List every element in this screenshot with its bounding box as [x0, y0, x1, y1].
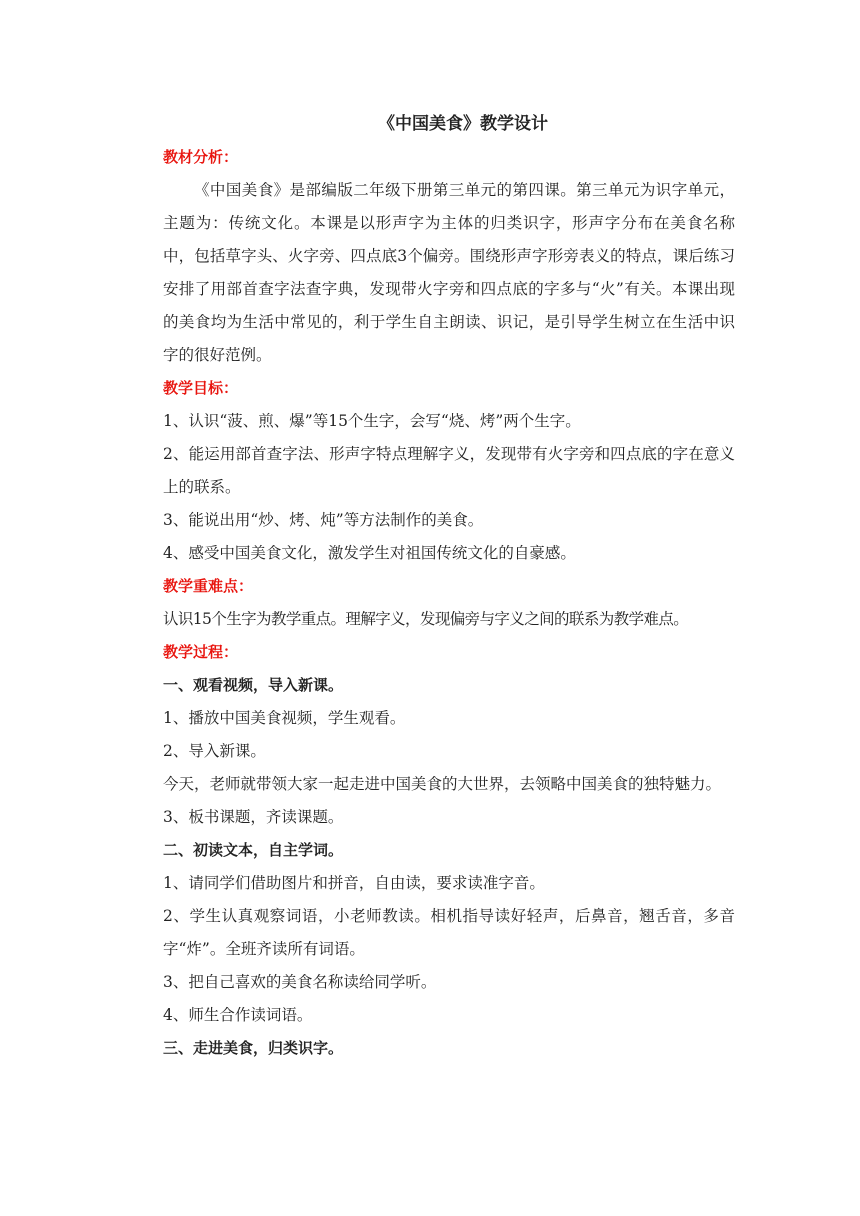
analysis-heading: 教材分析： — [163, 148, 239, 166]
key-points-heading: 教学重难点： — [163, 577, 254, 595]
document-body — [163, 108, 735, 1065]
step-1-item-3: 今天，老师就带领大家一起走进中国美食的大世界，去领略中国美食的独特魅力。 — [163, 775, 722, 793]
step-1-item-1: 1、播放中国美食视频，学生观看。 — [163, 709, 406, 727]
step-3-title: 三、走进美食，归类识字。 — [163, 1039, 344, 1057]
step-2-item-1: 1、请同学们借助图片和拼音，自由读，要求读准字音。 — [163, 874, 545, 892]
process-heading: 教学过程： — [163, 643, 239, 661]
goal-item-2: 2、能运用部首查字法、形声字特点理解字义，发现带有火字旁和四点底的字在意义上的联系。 — [163, 445, 735, 496]
step-2-item-2: 2、学生认真观察词语，小老师教读。相机指导读好轻声，后鼻音，翘舌音，多音字“炸”。全班齐读所有词语。 — [163, 907, 735, 958]
goal-item-3: 3、能说出用“炒、烤、炖”等方法制作的美食。 — [163, 511, 484, 529]
analysis-paragraph: 《中国美食》是部编版二年级下册第三单元的第四课。第三单元为识字单元，主题为：传统文化。本课是以形声字为主体的归类识字，形声字分布在美食名称中，包括草字头、火字旁、四点底3个偏旁。围绕形声字形旁表义的特点，课后练习安排了用部首查字法查字典，发现带火字旁和四点底的字多与“火”有关。本课出现的美食均为生活中常见的，利于学生自主朗读、识记，是引导学生树立在生活中识字的很好范例。 — [163, 181, 735, 364]
goals-heading: 教学目标： — [163, 379, 239, 397]
step-1-item-4: 3、板书课题，齐读课题。 — [163, 808, 344, 826]
goal-item-4: 4、感受中国美食文化，激发学生对祖国传统文化的自豪感。 — [163, 544, 576, 562]
step-1-title: 一、观看视频，导入新课。 — [163, 676, 344, 694]
step-2-title: 二、初读文本，自主学词。 — [163, 841, 344, 859]
step-1-item-2: 2、导入新课。 — [163, 742, 266, 760]
goal-item-1: 1、认识“菠、煎、爆”等15个生字，会写“烧、烤”两个生字。 — [163, 412, 581, 430]
key-points-text: 认识15个生字为教学重点。理解字义，发现偏旁与字义之间的联系为教学难点。 — [163, 610, 689, 628]
step-2-item-3: 3、把自己喜欢的美食名称读给同学听。 — [163, 973, 437, 991]
document-title: 《中国美食》教学设计 — [378, 114, 548, 134]
step-2-item-4: 4、师生合作读词语。 — [163, 1006, 313, 1024]
